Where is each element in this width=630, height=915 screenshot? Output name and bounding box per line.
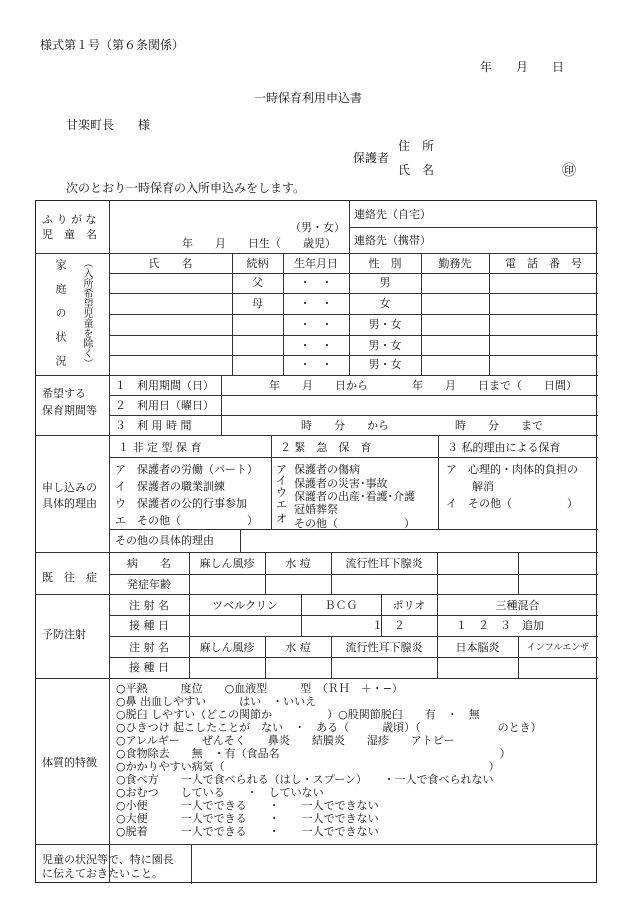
vaccine-name-label: 注 射 名 (129, 641, 169, 654)
reason-cat3-item[interactable]: イ その他（ ） (446, 497, 578, 510)
addressee: 甘楽町長 様 (66, 118, 151, 132)
contact-mobile[interactable]: 連絡先（携帯） (354, 234, 431, 247)
period-days-label: １ 利用期間（日） (115, 379, 214, 392)
reason-cat2-item[interactable]: その他（ ） (294, 517, 415, 530)
vaccine-name: 水 痘 (285, 641, 311, 654)
family-row-relation: 母 (252, 297, 263, 310)
period-label: 希望する (42, 387, 86, 400)
constitution-line[interactable]: ○脱着 一人でできる ・ 一人でできない (116, 825, 379, 838)
constitution-line[interactable]: ○小便 一人でできる ・ 一人でできない (116, 799, 379, 812)
period-time-value[interactable]: 時 分 から 時 分 まで (301, 419, 543, 432)
period-time-label: ３ 利 用 時 間 (115, 419, 192, 432)
family-label: 家 庭 の 状 況 (54, 259, 67, 367)
vaccine-date-label: 接 種 日 (129, 619, 169, 632)
family-row-relation: 父 (252, 276, 263, 289)
reason-cat2-item[interactable]: 保護者の災害･事故 (294, 477, 388, 490)
vaccine-name: 麻しん風疹 (199, 641, 255, 654)
reason-cat1-item[interactable]: エ その他（ ） (115, 514, 258, 527)
constitution-line[interactable]: ○大便 一人でできる ・ 一人でできない (116, 812, 379, 825)
vaccine-name: インフルエンザ (526, 643, 590, 653)
child-sex[interactable]: （男・女） (290, 221, 345, 234)
period-label-2: 保育期間等 (42, 404, 97, 417)
vaccine-name: ポリオ (392, 599, 426, 612)
form-number: 様式第１号（第６条関係） (40, 38, 185, 52)
constitution-line[interactable]: ○かかりやすい病気（ ） (116, 760, 500, 773)
reason-cat2[interactable]: ２ 緊 急 保 育 (280, 441, 372, 454)
reason-cat2-mark: エ (276, 498, 287, 511)
address-label: 住 所 (398, 139, 435, 153)
reason-cat1-item[interactable]: ウ 保護者の公的行事参加 (115, 497, 247, 510)
family-row-birth[interactable]: ・ ・ (299, 339, 333, 352)
vaccine-name-label: 注 射 名 (129, 599, 169, 612)
notes-label-2: に伝えておきたいこと。 (42, 867, 163, 880)
notes-label: 児童の状況等で、特に園長 (42, 853, 174, 866)
period-weekday-label: ２ 利用日（曜日） (115, 399, 214, 412)
family-header-phone: 電 話 番 号 (505, 257, 582, 270)
family-header-relation: 続柄 (246, 257, 269, 270)
vaccine-name: 流行性耳下腺炎 (345, 641, 423, 654)
vaccination-label: 予防注射 (42, 628, 86, 641)
family-label-note: （入所希望児童を除く） (81, 258, 92, 368)
constitution-line[interactable]: ○平熱 度位 ○血液型 型 （ＲＨ ＋・−） (116, 682, 403, 695)
vaccine-name: 三種混合 (495, 599, 540, 612)
furigana-label: ふ り が な (42, 213, 97, 226)
document-title: 一時保育利用申込書 (254, 91, 363, 105)
history-disease: 麻しん風疹 (199, 557, 255, 570)
family-row-birth[interactable]: ・ ・ (299, 318, 333, 331)
family-row-sex[interactable]: 男・女 (368, 339, 402, 352)
constitution-line[interactable]: ○鼻 出血しやすい はい ・いいえ (116, 695, 317, 708)
intro-text: 次のとおり一時保育の入所申込みをします。 (66, 181, 306, 195)
family-row-sex[interactable]: 男・女 (368, 358, 402, 371)
family-row-birth[interactable]: ・ ・ (299, 358, 333, 371)
application-form (35, 200, 597, 883)
reason-cat2-item[interactable]: 保護者の傷病 (294, 463, 360, 476)
reason-cat2-mark: ウ (276, 486, 287, 499)
reason-cat3-item[interactable]: ア 心理的・肉体的負担の (446, 463, 578, 476)
name-label: 氏 名 (398, 163, 435, 177)
constitution-line[interactable]: ○食べ方 一人で食べられる（はし・スプーン） ・一人で食べられない (116, 773, 494, 786)
reason-cat1-item[interactable]: ア 保護者の労働（パート） (115, 463, 258, 476)
application-date: 年 月 日 (480, 60, 565, 74)
period-days-value[interactable]: 年 月 日から 年 月 日まで（ 日間） (269, 379, 577, 392)
family-header-sex: 性 別 (368, 257, 402, 270)
vaccine-name: ＢＣＧ (324, 599, 358, 612)
contact-home[interactable]: 連絡先（自宅） (354, 208, 431, 221)
guardian-label: 保護者 (353, 151, 390, 165)
reason-cat2-mark: ア (276, 463, 287, 476)
family-header-name: 氏 名 (148, 257, 193, 270)
history-label: 既 往 症 (42, 571, 97, 584)
reason-cat1-item[interactable]: イ 保護者の職業訓練 (115, 480, 225, 493)
reason-cat1[interactable]: １ 非 定 型 保 育 (118, 441, 202, 454)
history-disease: 水 痘 (285, 557, 311, 570)
constitution-line[interactable]: ○食物除去 無 ・有（食品名 ） (116, 747, 511, 760)
polio-doses[interactable]: １ ２ (372, 619, 405, 632)
reason-cat3-item: 解消 (472, 480, 494, 493)
history-onset-label: 発症年齢 (127, 578, 171, 591)
constitution-line[interactable]: ○おむつ している ・ していない (116, 786, 324, 799)
notes-input-area[interactable] (192, 845, 596, 882)
reason-cat3[interactable]: ３ 私的理由による保育 (447, 441, 561, 454)
family-header-workplace: 勤務先 (438, 257, 472, 270)
child-birthdate[interactable]: 年 月 日生（ 歳児） (182, 237, 336, 250)
reason-label-2: 具体的理由 (42, 497, 97, 510)
vaccine-name: ツベルクリン (212, 599, 278, 612)
reason-cat2-mark: オ (276, 512, 287, 525)
vaccine-date-label: 接 種 日 (129, 661, 169, 674)
reason-cat2-mark: イ (276, 474, 287, 487)
reason-other-label: その他の具体的理由 (115, 534, 214, 547)
constitution-line[interactable]: ○アレルギー ぜんそく 鼻炎 結膜炎 湿疹 アトピー (116, 734, 455, 747)
reason-label: 申し込みの (42, 481, 97, 494)
child-name-label: 児 童 名 (42, 228, 97, 241)
family-row-sex[interactable]: 男・女 (368, 318, 402, 331)
history-disease-label: 病 名 (127, 557, 171, 570)
history-disease: 流行性耳下腺炎 (345, 557, 423, 570)
constitution-label: 体質的特徴 (42, 756, 97, 769)
family-row-birth[interactable]: ・ ・ (299, 276, 333, 289)
family-row-birth[interactable]: ・ ・ (299, 297, 333, 310)
constitution-line[interactable]: ○ひきつけ 起こしたことが ない ・ ある（ 歳頃）（ のとき） (116, 721, 542, 734)
family-row-sex[interactable]: 男 (379, 276, 391, 289)
dtp-doses[interactable]: １ ２ ３ 追加 (456, 619, 544, 632)
family-header-birth: 生年月日 (294, 257, 338, 270)
reason-cat2-item[interactable]: 冠婚葬祭 (294, 503, 338, 516)
constitution-line[interactable]: ○脱臼 しやすい（どこの関節か ）○股関節脱臼 有 ・ 無 (116, 708, 480, 721)
vaccine-name: 日本脳炎 (455, 641, 500, 654)
reason-cat2-item[interactable]: 保護者の出産･看護･介護 (294, 490, 415, 503)
family-row-sex[interactable]: 女 (379, 297, 391, 310)
seal-mark: ㊞ (562, 163, 576, 179)
